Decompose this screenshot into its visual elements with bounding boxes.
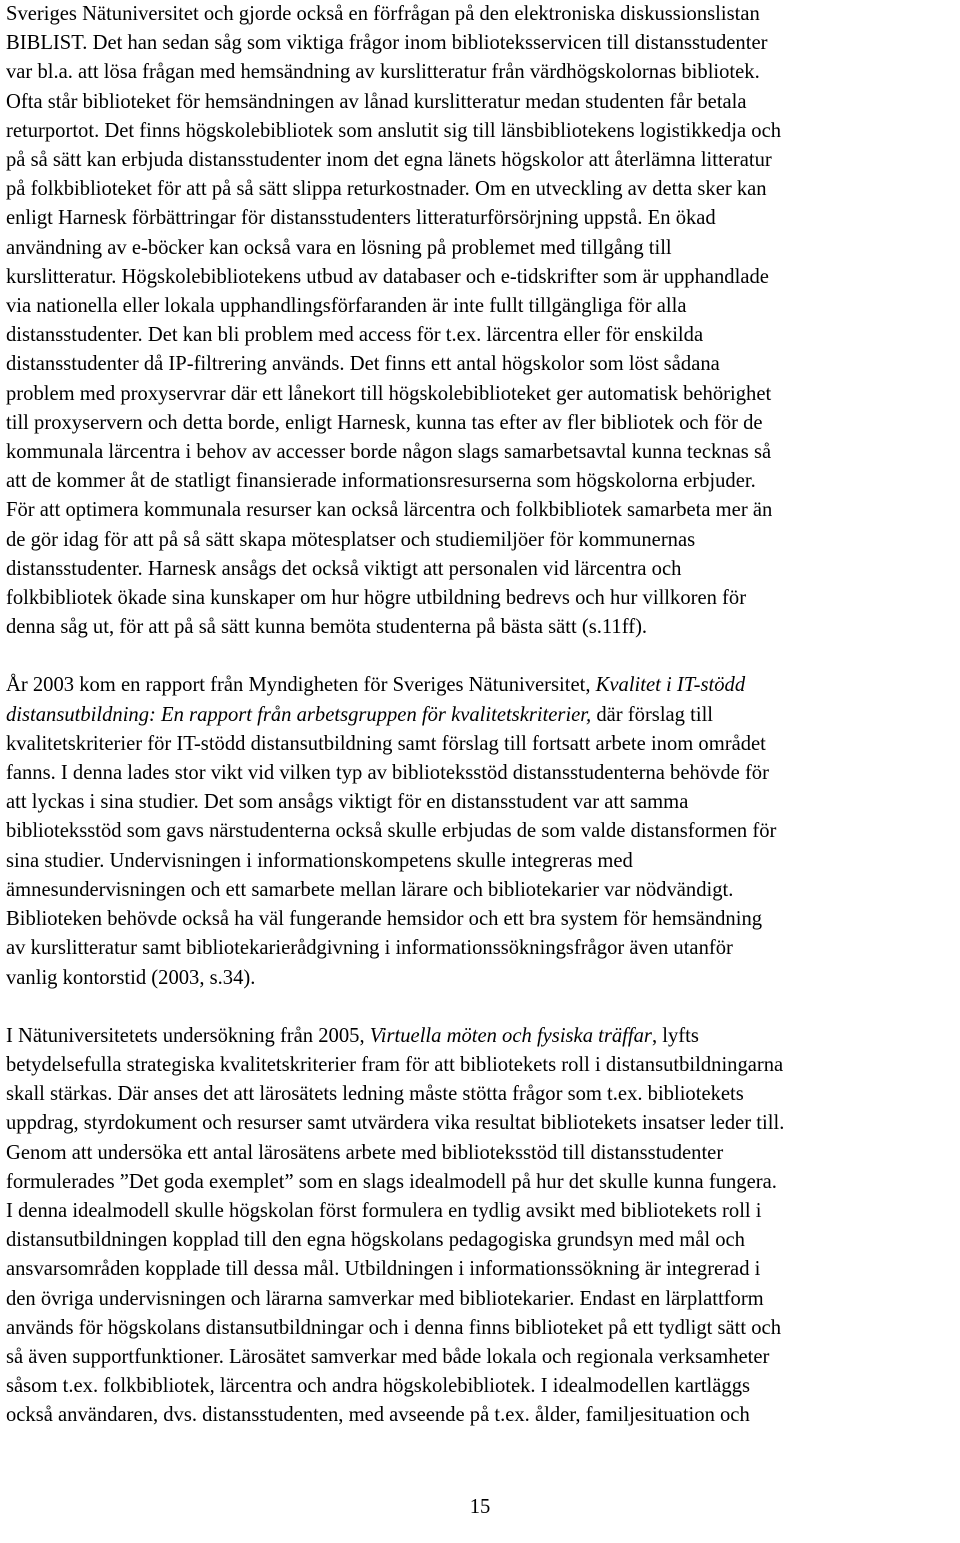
text-line: ämnesundervisningen och ett samarbete mellan lärare och bibliotekarier var nödvändigt. <box>6 878 734 901</box>
paragraph-natuniversitet-2005 <box>6 1022 960 1431</box>
text-line: I denna idealmodell skulle högskolan först formulera en tydlig avsikt med bibliotekets roll i <box>6 1199 762 1222</box>
text-line: också användaren, dvs. distansstudenten, med avseende på t.ex. ålder, familjesituation och <box>6 1404 750 1427</box>
text-run: , lyfts <box>651 1024 699 1047</box>
text-line: den övriga undervisningen och lärarna samverkar med bibliotekarier. Endast en lärplattform <box>6 1287 764 1310</box>
text-line: Sveriges Nätuniversitet och gjorde också en förfrågan på den elektroniska diskussionslistan <box>6 3 760 25</box>
text-line: till proxyservern och detta borde, enligt Harnesk, kunna tas efter av fler bibliotek och för de <box>6 411 763 434</box>
text-line: på så sätt kan erbjuda distansstudenter inom det egna länets högskolor att återlämna litteratur <box>6 149 772 172</box>
report-title-italic: distansutbildning: En rapport från arbetsgruppen för kvalitetskriterier, <box>6 703 592 726</box>
text-line: används för högskolans distansutbildningar och i denna finns biblioteket på ett tydligt sätt och <box>6 1316 781 1339</box>
text-run: där förslag till <box>591 703 714 726</box>
text-line: denna såg ut, för att på så sätt kunna bemöta studenterna på bästa sätt (s.11ff). <box>6 616 648 639</box>
paragraph-gap <box>6 993 960 1022</box>
text-line: de gör idag för att på så sätt skapa mötesplatser och studiemiljöer för kommunernas <box>6 528 696 551</box>
text-line: biblioteksstöd som gavs närstudenterna också skulle erbjudas de som valde distansformen för <box>6 820 777 843</box>
text-line: på folkbiblioteket för att på så sätt slippa returkostnader. Om en utveckling av detta sker kan <box>6 178 767 201</box>
text-line: sina studier. Undervisningen i informationskompetens skulle integreras med <box>6 849 633 872</box>
text-line <box>6 1022 960 1051</box>
text-line: kurslitteratur. Högskolebibliotekens utbud av databaser och e-tidskrifter som är upphandlade <box>6 265 769 288</box>
paragraph-harnesk <box>6 0 960 642</box>
text-line: uppdrag, styrdokument och resurser samt utvärdera vika resultat bibliotekets insatser leder till. <box>6 1112 785 1135</box>
text-line: Genom att undersöka ett antal lärosätens arbete med biblioteksstöd till distansstudenter <box>6 1141 724 1164</box>
text-line: Ofta står biblioteket för hemsändningen av lånad kurslitteratur medan studenten får betala <box>6 90 747 113</box>
text-line: BIBLIST. Det han sedan såg som viktiga frågor inom biblioteksservicen till distansstudenter <box>6 32 768 55</box>
text-line: användning av e-böcker kan också vara en lösning på problemet med tillgång till <box>6 236 672 259</box>
text-line: fanns. I denna lades stor vikt vid vilken typ av biblioteksstöd distansstudenterna behövde för <box>6 762 769 785</box>
text-line: Biblioteken behövde också ha väl fungerande hemsidor och ett bra system för hemsändning <box>6 908 763 931</box>
text-run: År 2003 kom en rapport från Myndigheten för Sveriges Nätuniversitet, <box>6 674 596 697</box>
text-line: distansstudenter. Det kan bli problem med access för t.ex. lärcentra eller för enskilda <box>6 324 704 347</box>
text-line: enligt Harnesk förbättringar för distansstudenters litteraturförsörjning uppstå. En ökad <box>6 207 716 230</box>
text-line: formulerades ”Det goda exemplet” som en slags idealmodell på hur det skulle kunna fungera. <box>6 1170 777 1193</box>
text-run: I Nätuniversitetets undersökning från 2005, <box>6 1024 370 1047</box>
text-line <box>6 671 960 700</box>
text-line: ansvarsområden kopplade till dessa mål. Utbildningen i informationssökning är integrerad i <box>6 1258 761 1281</box>
text-line <box>6 701 960 730</box>
text-line: problem med proxyservrar där ett lånekort till högskolebiblioteket ger automatisk behörighet <box>6 382 772 405</box>
text-line: skall stärkas. Där anses det att lärosätets ledning måste stötta frågor som t.ex. bibliotekets <box>6 1083 744 1106</box>
text-line: returportot. Det finns högskolebibliotek som anslutit sig till länsbibliotekens logistikkedja och <box>6 119 782 142</box>
text-line: För att optimera kommunala resurser kan också lärcentra och folkbibliotek samarbeta mer än <box>6 499 773 522</box>
text-line: kommunala lärcentra i behov av accesser borde någon slags samarbetsavtal kunna tecknas så <box>6 441 772 464</box>
page-number: 15 <box>469 1496 491 1518</box>
document-page <box>6 0 960 1431</box>
text-line: kvalitetskriterier för IT-stödd distansutbildning samt förslag till fortsatt arbete inom området <box>6 732 766 755</box>
text-line: distansutbildningen kopplad till den egna högskolans pedagogiska grundsyn med mål och <box>6 1229 745 1252</box>
report-title-italic: Kvalitet i IT-stödd <box>595 674 746 697</box>
text-line: såsom t.ex. folkbibliotek, lärcentra och andra högskolebibliotek. I idealmodellen kartläggs <box>6 1375 751 1398</box>
text-line: av kurslitteratur samt bibliotekarierådgivning i informationssökningsfrågor även utanför <box>6 937 733 960</box>
text-line: via nationella eller lokala upphandlingsförfaranden är inte fullt tillgängliga för alla <box>6 295 687 318</box>
text-line: så även supportfunktioner. Lärosätet samverkar med både lokala och regionala verksamheter <box>6 1345 770 1368</box>
text-line: var bl.a. att lösa frågan med hemsändning av kurslitteratur från värdhögskolornas bibliotek. <box>6 61 760 84</box>
text-line: betydelsefulla strategiska kvalitetskriterier fram för att bibliotekets roll i distansutbildningarna <box>6 1053 784 1076</box>
report-title-italic: Virtuella möten och fysiska träffar <box>369 1024 652 1047</box>
paragraph-natuniversitet-2003 <box>6 671 960 992</box>
text-line: att lyckas i sina studier. Det som ansågs viktigt för en distansstudent var att samma <box>6 791 689 814</box>
text-line: vanlig kontorstid (2003, s.34). <box>6 966 256 989</box>
text-line: att de kommer åt de statligt finansierade informationsresurserna som högskolorna erbjuder. <box>6 470 756 493</box>
text-line: distansstudenter då IP-filtrering används. Det finns ett antal högskolor som löst sådana <box>6 353 720 376</box>
paragraph-gap <box>6 642 960 671</box>
text-line: distansstudenter. Harnesk ansågs det också viktigt att personalen vid lärcentra och <box>6 557 682 580</box>
text-line: folkbibliotek ökade sina kunskaper om hur högre utbildning bedrevs och hur villkoren för <box>6 587 747 610</box>
